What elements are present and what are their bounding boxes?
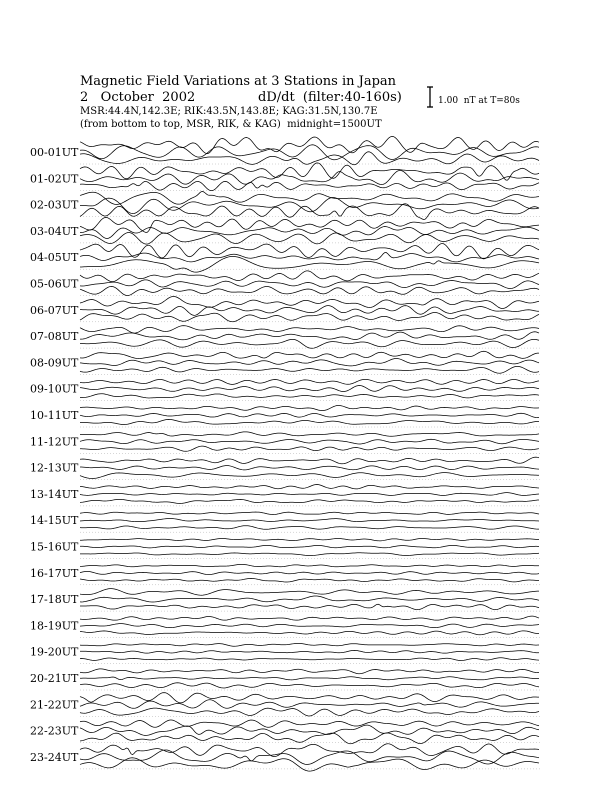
trace-rik bbox=[80, 439, 539, 444]
hour-label: 14-15UT bbox=[30, 514, 79, 528]
trace-kag bbox=[80, 669, 539, 674]
trace-msr bbox=[80, 339, 539, 348]
hour-label: 18-19UT bbox=[30, 619, 79, 633]
trace-rik bbox=[80, 227, 539, 239]
hour-label: 17-18UT bbox=[30, 593, 79, 607]
trace-msr bbox=[80, 394, 539, 398]
hour-label: 07-08UT bbox=[30, 330, 79, 344]
trace-msr bbox=[80, 553, 539, 556]
hour-label: 03-04UT bbox=[30, 224, 79, 238]
hour-label: 09-10UT bbox=[30, 382, 79, 396]
trace-rik bbox=[80, 358, 539, 365]
trace-rik bbox=[80, 700, 539, 709]
trace-msr bbox=[80, 419, 539, 424]
trace-kag bbox=[80, 512, 539, 514]
hour-label: 15-16UT bbox=[30, 540, 79, 554]
trace-rik bbox=[80, 571, 539, 574]
trace-rik bbox=[80, 197, 539, 213]
trace-kag bbox=[80, 379, 539, 384]
hour-label: 21-22UT bbox=[30, 698, 79, 712]
trace-kag bbox=[80, 616, 539, 620]
trace-msr bbox=[80, 631, 539, 635]
trace-msr bbox=[80, 733, 539, 744]
trace-rik bbox=[80, 145, 539, 160]
trace-kag bbox=[80, 244, 539, 259]
trace-rik bbox=[80, 545, 539, 548]
trace-rik bbox=[80, 624, 539, 628]
trace-kag bbox=[80, 326, 539, 333]
hour-label: 20-21UT bbox=[30, 672, 79, 685]
hour-label: 00-01UT bbox=[30, 146, 79, 159]
trace-kag bbox=[80, 296, 539, 308]
trace-msr bbox=[80, 578, 539, 582]
trace-msr bbox=[80, 446, 539, 451]
trace-kag bbox=[80, 485, 539, 489]
trace-rik bbox=[80, 332, 539, 340]
trace-kag bbox=[80, 351, 539, 358]
chart-date: 2 October 2002 bbox=[80, 90, 196, 105]
trace-kag bbox=[80, 432, 539, 436]
hour-label: 23-24UT bbox=[30, 750, 79, 764]
hour-label: 13-14UT bbox=[30, 487, 79, 501]
trace-rik bbox=[80, 725, 539, 735]
trace-kag bbox=[80, 564, 539, 566]
trace-rik bbox=[80, 280, 539, 289]
trace-kag bbox=[80, 744, 539, 757]
trace-rik bbox=[80, 519, 539, 522]
scale-bar bbox=[427, 87, 520, 107]
hour-label: 05-06UT bbox=[30, 277, 79, 291]
hour-label: 04-05UT bbox=[30, 251, 79, 265]
hour-label: 06-07UT bbox=[30, 303, 79, 317]
trace-order-note: (from bottom to top, MSR, RIK, & KAG) midnight=1500UT bbox=[80, 119, 382, 130]
hour-label: 19-20UT bbox=[30, 645, 79, 659]
trace-msr bbox=[80, 499, 539, 503]
trace-rik bbox=[80, 493, 539, 496]
trace-kag bbox=[80, 136, 539, 153]
trace-kag bbox=[80, 163, 539, 180]
hour-label: 11-12UT bbox=[30, 435, 79, 449]
hour-label: 02-03UT bbox=[30, 198, 79, 212]
hour-label: 10-11UT bbox=[30, 409, 79, 422]
trace-msr bbox=[80, 152, 539, 165]
trace-kag bbox=[80, 405, 539, 410]
trace-rik bbox=[80, 386, 539, 392]
trace-rik bbox=[80, 306, 539, 316]
trace-msr bbox=[80, 313, 539, 322]
trace-rik bbox=[80, 596, 539, 602]
hour-label: 08-09UT bbox=[30, 356, 79, 370]
trace-kag bbox=[80, 643, 539, 646]
trace-msr bbox=[80, 473, 539, 479]
hour-label: 01-02UT bbox=[30, 172, 79, 186]
hour-label: 22-23UT bbox=[30, 724, 79, 738]
trace-kag bbox=[80, 720, 539, 727]
trace-msr bbox=[80, 708, 539, 716]
trace-rik bbox=[80, 650, 539, 653]
trace-kag bbox=[80, 271, 539, 282]
trace-rik bbox=[80, 413, 539, 417]
trace-msr bbox=[80, 683, 539, 688]
trace-msr bbox=[80, 233, 539, 245]
trace-msr bbox=[80, 658, 539, 661]
chart-title: Magnetic Field Variations at 3 Stations in Japan bbox=[80, 74, 397, 89]
hour-label: 12-13UT bbox=[30, 461, 79, 475]
trace-kag bbox=[80, 457, 539, 464]
trace-rik bbox=[80, 466, 539, 470]
hour-label: 16-17UT bbox=[30, 566, 79, 580]
trace-kag bbox=[80, 538, 539, 540]
station-coordinates: MSR:44.4N,142.3E; RIK:43.5N,143.8E; KAG:31.5N,130.7E bbox=[80, 106, 378, 117]
hour-rows bbox=[30, 136, 540, 771]
scale-bar-label: 1.00 nT at T=80s bbox=[438, 96, 520, 106]
trace-msr bbox=[80, 526, 539, 530]
chart-quantity: dD/dt (filter:40-160s) bbox=[258, 90, 402, 105]
trace-rik bbox=[80, 677, 539, 680]
trace-msr bbox=[80, 604, 539, 609]
trace-kag bbox=[80, 589, 539, 596]
trace-msr bbox=[80, 181, 539, 190]
trace-msr bbox=[80, 286, 539, 295]
trace-msr bbox=[80, 366, 539, 373]
